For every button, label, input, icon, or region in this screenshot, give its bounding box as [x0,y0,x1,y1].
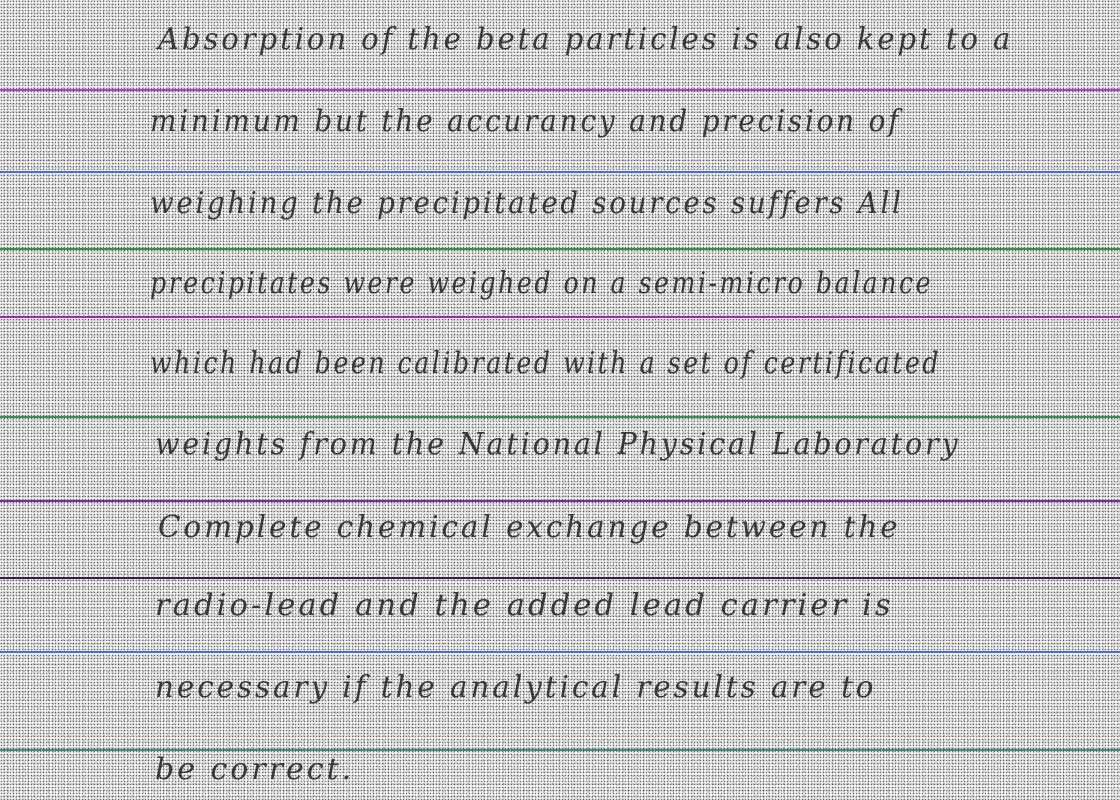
handwritten-line-2: minimum but the accurancy and precision of [150,104,902,139]
handwritten-line-7: Complete chemical exchange between the [158,510,901,545]
handwritten-line-6: weights from the National Physical Laboratory [155,427,961,462]
handwritten-line-5: which had been calibrated with a set of certificated [150,346,941,381]
handwritten-line-1: Absorption of the beta particles is also kept to a [158,22,1014,57]
ruled-line-5 [0,416,1120,418]
ruled-line-1 [0,89,1120,91]
handwritten-line-9: necessary if the analytical results are to [155,670,877,705]
ruled-line-6 [0,500,1120,502]
handwritten-line-4: precipitates were weighed on a semi-micro balance [150,266,934,301]
ruled-line-9 [0,749,1120,751]
handwritten-line-8: radio-lead and the added lead carrier is [155,588,894,623]
handwritten-line-3: weighing the precipitated sources suffers All [150,186,904,221]
ruled-line-4 [0,316,1120,318]
ruled-line-8 [0,651,1120,653]
ruled-line-2 [0,171,1120,173]
ruled-line-7 [0,577,1120,579]
ruled-line-3 [0,248,1120,250]
handwritten-line-10: be correct. [155,752,355,787]
